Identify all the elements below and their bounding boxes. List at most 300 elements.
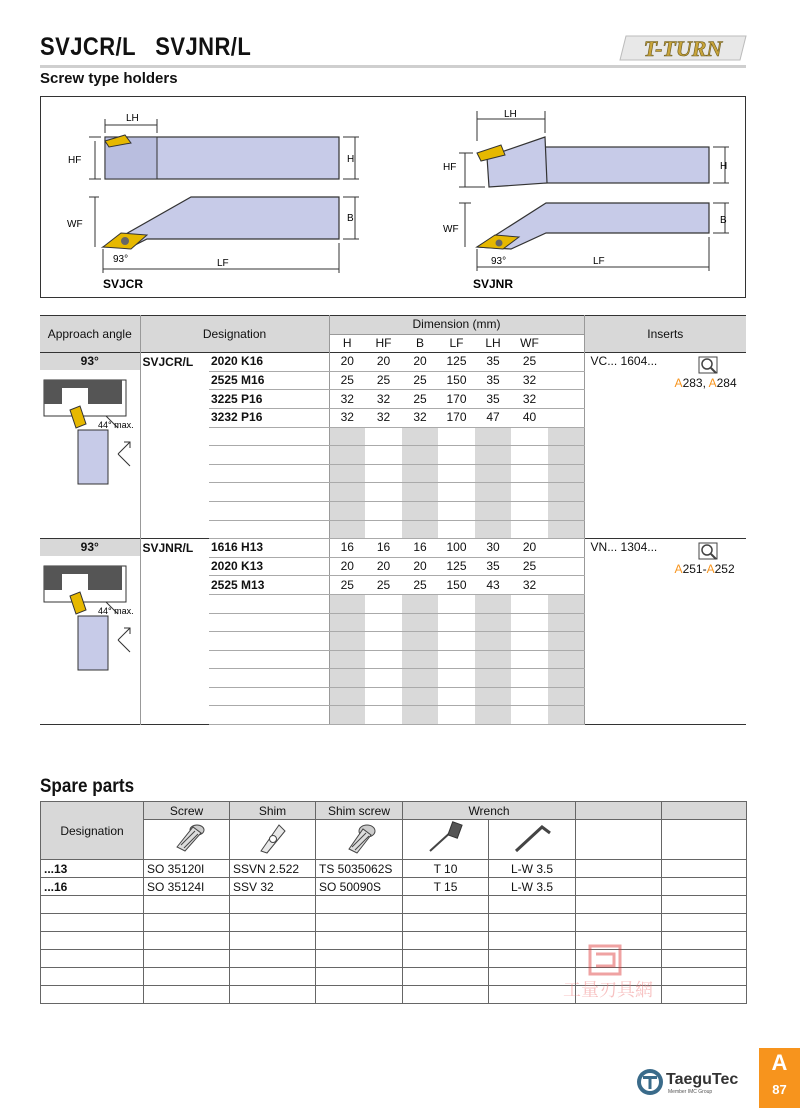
spare-cell xyxy=(230,950,316,968)
section-tab xyxy=(759,1048,800,1108)
dim-cell xyxy=(475,706,511,725)
dim-cell xyxy=(475,464,511,483)
screw-icon xyxy=(144,820,230,860)
spare-cell: SSVN 2.522 xyxy=(230,860,316,878)
dim-cell: 30 xyxy=(475,539,511,558)
designation-code xyxy=(209,520,329,539)
dim-cell xyxy=(511,594,548,613)
spare-cell xyxy=(41,932,144,950)
spare-cell xyxy=(230,932,316,950)
dim-col-wf: WF xyxy=(511,334,548,353)
spare-wrench-header: Wrench xyxy=(403,802,576,820)
dim-cell xyxy=(511,632,548,651)
inserts-cell xyxy=(584,353,746,539)
dim-cell: 35 xyxy=(475,390,511,409)
designation-prefix: SVJCR/L xyxy=(140,353,209,372)
table-row xyxy=(41,878,747,896)
table-row xyxy=(40,539,746,558)
dim-cell: 16 xyxy=(329,539,365,558)
spare-cell xyxy=(144,950,230,968)
dim-cell xyxy=(402,446,438,465)
dim-cell xyxy=(402,650,438,669)
dim-cell: 16 xyxy=(402,539,438,558)
spare-cell xyxy=(230,968,316,986)
spare-cell xyxy=(144,932,230,950)
dim-cell xyxy=(475,520,511,539)
dim-cell xyxy=(365,650,402,669)
dim-cell xyxy=(365,427,402,446)
dim-cell xyxy=(511,613,548,632)
dim-col-h: H xyxy=(329,334,365,353)
dim-cell xyxy=(511,669,548,688)
spare-cell xyxy=(230,914,316,932)
spare-cell xyxy=(662,860,747,878)
dim-cell: 32 xyxy=(329,408,365,427)
spare-cell xyxy=(41,968,144,986)
dim-cell xyxy=(548,557,584,576)
svg-text:LF: LF xyxy=(593,256,605,267)
designation-code xyxy=(209,446,329,465)
dim-cell: 170 xyxy=(438,390,475,409)
dim-cell: 20 xyxy=(365,557,402,576)
ref-part: , xyxy=(702,376,709,391)
dim-cell xyxy=(548,427,584,446)
approach-angle-header: Approach angle xyxy=(40,316,140,353)
dim-cell: 32 xyxy=(365,408,402,427)
svg-text:WF: WF xyxy=(67,219,83,230)
dim-cell xyxy=(548,408,584,427)
ref-part: 252 xyxy=(714,562,735,577)
spare-screw-header: Screw xyxy=(144,802,230,820)
insert-code: VN... 1304... xyxy=(590,540,658,555)
dim-cell xyxy=(402,520,438,539)
spare-cell xyxy=(316,914,403,932)
dim-cell: 16 xyxy=(365,539,402,558)
spare-cell xyxy=(576,896,662,914)
dim-cell xyxy=(402,706,438,725)
designation-code: 2020 K16 xyxy=(209,353,329,372)
spare-cell xyxy=(41,950,144,968)
ref-part: A xyxy=(708,376,717,391)
dim-cell xyxy=(475,669,511,688)
dim-cell: 32 xyxy=(511,576,548,595)
dim-cell: 20 xyxy=(365,353,402,372)
dim-cell xyxy=(438,669,475,688)
taegutec-brand xyxy=(636,1068,739,1101)
dim-cell xyxy=(511,427,548,446)
l-wrench-icon xyxy=(489,820,576,860)
svg-text:93°: 93° xyxy=(113,254,129,265)
svg-text:LH: LH xyxy=(504,109,517,120)
designation-code xyxy=(209,464,329,483)
dim-cell xyxy=(329,650,365,669)
dim-cell: 32 xyxy=(511,371,548,390)
ref-part: 283 xyxy=(682,376,703,391)
ref-part: 251 xyxy=(682,562,703,577)
spare-cell xyxy=(489,896,576,914)
spare-cell xyxy=(489,914,576,932)
dim-cell xyxy=(329,669,365,688)
dim-cell xyxy=(548,501,584,520)
dim-cell: 125 xyxy=(438,353,475,372)
t-turn-logo xyxy=(618,32,748,64)
spare-designation-header: Designation xyxy=(41,802,144,860)
dim-cell xyxy=(365,687,402,706)
dim-cell xyxy=(402,501,438,520)
spare-shim-screw-header: Shim screw xyxy=(316,802,403,820)
dim-cell xyxy=(329,594,365,613)
svg-text:HF: HF xyxy=(443,162,457,173)
spare-cell: SO 35120I xyxy=(144,860,230,878)
spare-cell xyxy=(576,914,662,932)
spare-cell xyxy=(316,968,403,986)
dim-cell: 25 xyxy=(511,557,548,576)
dim-cell: 25 xyxy=(402,576,438,595)
spare-cell xyxy=(403,968,489,986)
dim-cell xyxy=(475,632,511,651)
designation-prefix: SVJNR/L xyxy=(140,539,209,558)
brand-name: TaeguTec xyxy=(666,1071,739,1088)
approach-angle-value: 93° xyxy=(40,353,140,370)
dim-cell xyxy=(438,446,475,465)
designation-code xyxy=(209,706,329,725)
dim-cell xyxy=(438,520,475,539)
page-number: 87 xyxy=(772,1082,787,1097)
dim-cell xyxy=(438,706,475,725)
dim-cell xyxy=(438,687,475,706)
dim-cell: 20 xyxy=(511,539,548,558)
spare-cell xyxy=(230,986,316,1004)
dim-cell: 25 xyxy=(329,371,365,390)
dim-cell: 125 xyxy=(438,557,475,576)
designation-code: 1616 H13 xyxy=(209,539,329,558)
dim-cell xyxy=(365,464,402,483)
spare-cell: T 10 xyxy=(403,860,489,878)
spare-cell xyxy=(576,860,662,878)
spare-cell: ...13 xyxy=(41,860,144,878)
spare-cell: SSV 32 xyxy=(230,878,316,896)
dim-cell: 100 xyxy=(438,539,475,558)
designation-prefix xyxy=(140,632,209,651)
dim-cell xyxy=(548,687,584,706)
dim-cell xyxy=(475,446,511,465)
approach-diagram xyxy=(40,370,140,490)
dim-cell: 47 xyxy=(475,408,511,427)
dimension-header: Dimension (mm) xyxy=(329,316,584,335)
dim-cell xyxy=(329,501,365,520)
dim-cell xyxy=(511,446,548,465)
dim-cell xyxy=(548,446,584,465)
dim-col-hf: HF xyxy=(365,334,402,353)
designation-code xyxy=(209,632,329,651)
table-row xyxy=(41,896,747,914)
designation-code: 2525 M16 xyxy=(209,371,329,390)
holder-dimension-table xyxy=(40,315,746,725)
ref-part: A xyxy=(674,376,683,391)
dim-cell: 170 xyxy=(438,408,475,427)
dim-cell: 32 xyxy=(329,390,365,409)
spare-cell: SO 35124I xyxy=(144,878,230,896)
dim-cell: 25 xyxy=(402,390,438,409)
dim-cell: 150 xyxy=(438,576,475,595)
dim-cell xyxy=(365,706,402,725)
designation-prefix xyxy=(140,576,209,595)
dim-cell xyxy=(548,371,584,390)
dim-cell xyxy=(438,427,475,446)
dim-cell xyxy=(402,427,438,446)
spare-cell: SO 50090S xyxy=(316,878,403,896)
dim-col-lf: LF xyxy=(438,334,475,353)
dim-cell xyxy=(402,483,438,502)
page-reference xyxy=(675,375,737,392)
spare-cell xyxy=(41,896,144,914)
section-letter: A xyxy=(771,1050,788,1075)
dim-cell xyxy=(548,576,584,595)
designation-prefix xyxy=(140,687,209,706)
dim-col-b: B xyxy=(402,334,438,353)
dim-cell xyxy=(365,446,402,465)
spare-cell xyxy=(41,914,144,932)
insert-code: VC... 1604... xyxy=(590,354,658,369)
designation-code: 3232 P16 xyxy=(209,408,329,427)
dimension-diagram-box xyxy=(40,96,746,298)
ref-part: A xyxy=(706,562,715,577)
dim-cell xyxy=(475,687,511,706)
dim-col-lh: LH xyxy=(475,334,511,353)
dim-cell xyxy=(365,594,402,613)
dim-cell xyxy=(365,632,402,651)
ref-part: 284 xyxy=(716,376,737,391)
logo-text: T-TURN xyxy=(643,36,723,61)
dim-cell: 20 xyxy=(402,353,438,372)
dim-cell xyxy=(475,483,511,502)
designation-prefix xyxy=(140,650,209,669)
spare-shim-header: Shim xyxy=(230,802,316,820)
designation-prefix xyxy=(140,464,209,483)
dim-cell xyxy=(438,632,475,651)
spare-cell xyxy=(144,896,230,914)
spare-cell xyxy=(144,914,230,932)
spare-cell xyxy=(144,968,230,986)
dim-cell xyxy=(438,650,475,669)
designation-prefix xyxy=(140,483,209,502)
svjnr-label: SVJNR xyxy=(473,277,514,291)
dim-cell xyxy=(475,613,511,632)
svg-text:H: H xyxy=(720,161,728,172)
inserts-header: Inserts xyxy=(584,316,746,353)
designation-code xyxy=(209,427,329,446)
approach-angle-cell xyxy=(40,353,140,539)
spare-cell xyxy=(316,896,403,914)
designation-prefix xyxy=(140,371,209,390)
designation-prefix xyxy=(140,446,209,465)
designation-code xyxy=(209,483,329,502)
designation-code xyxy=(209,687,329,706)
designation-prefix xyxy=(140,501,209,520)
svg-text:工量刃具網: 工量刃具網 xyxy=(563,980,653,1001)
spare-cell xyxy=(403,986,489,1004)
spare-cell xyxy=(316,950,403,968)
designation-prefix xyxy=(140,520,209,539)
dim-cell: 35 xyxy=(475,557,511,576)
dim-cell: 20 xyxy=(329,353,365,372)
dim-cell xyxy=(438,501,475,520)
designation-code xyxy=(209,669,329,688)
dim-cell xyxy=(548,539,584,558)
dim-cell xyxy=(548,520,584,539)
dim-cell: 35 xyxy=(475,353,511,372)
page-subtitle: Screw type holders xyxy=(40,70,178,87)
spare-cell xyxy=(403,914,489,932)
designation-prefix xyxy=(140,557,209,576)
dim-cell xyxy=(402,669,438,688)
dim-cell xyxy=(438,613,475,632)
svg-text:HF: HF xyxy=(68,155,82,166)
dim-cell xyxy=(365,520,402,539)
spare-cell xyxy=(230,896,316,914)
svjnr-top-view xyxy=(443,109,729,187)
dim-cell xyxy=(402,632,438,651)
designation-code xyxy=(209,613,329,632)
dim-cell: 35 xyxy=(475,371,511,390)
dim-cell xyxy=(548,669,584,688)
dim-cell xyxy=(548,632,584,651)
dim-cell xyxy=(475,650,511,669)
spare-cell xyxy=(41,986,144,1004)
designation-prefix xyxy=(140,427,209,446)
dim-cell xyxy=(365,483,402,502)
ref-part: A xyxy=(674,562,683,577)
table-group-svjnr xyxy=(40,539,746,725)
table-row xyxy=(41,914,747,932)
dim-cell: 32 xyxy=(402,408,438,427)
spare-cell: T 15 xyxy=(403,878,489,896)
dim-cell xyxy=(475,427,511,446)
approach-diagram xyxy=(40,556,140,676)
svg-text:B: B xyxy=(720,215,727,226)
spare-cell: L-W 3.5 xyxy=(489,860,576,878)
dim-cell: 25 xyxy=(329,576,365,595)
spare-cell xyxy=(662,914,747,932)
dim-cell xyxy=(329,687,365,706)
dim-cell xyxy=(329,427,365,446)
spare-cell xyxy=(403,950,489,968)
dim-cell: 25 xyxy=(402,371,438,390)
approach-angle-cell xyxy=(40,539,140,725)
dim-cell: 40 xyxy=(511,408,548,427)
dim-cell xyxy=(511,520,548,539)
dim-cell xyxy=(329,632,365,651)
dim-cell xyxy=(329,446,365,465)
dim-cell xyxy=(548,613,584,632)
dim-cell xyxy=(548,483,584,502)
dim-cell xyxy=(548,464,584,483)
holder-dimension-drawings xyxy=(41,97,747,299)
designation-prefix xyxy=(140,706,209,725)
spare-cell xyxy=(403,896,489,914)
designation-prefix xyxy=(140,390,209,409)
spare-cell xyxy=(144,986,230,1004)
dim-cell: 32 xyxy=(511,390,548,409)
dim-cell xyxy=(475,594,511,613)
spare-cell: TS 5035062S xyxy=(316,860,403,878)
dim-cell: 25 xyxy=(511,353,548,372)
dim-cell xyxy=(548,594,584,613)
spare-cell xyxy=(403,932,489,950)
svjcr-top-view xyxy=(68,113,359,179)
approach-angle-value: 93° xyxy=(40,539,140,556)
dim-cell: 150 xyxy=(438,371,475,390)
shim-screw-icon xyxy=(316,820,403,860)
svg-text:WF: WF xyxy=(443,224,459,235)
designation-prefix xyxy=(140,408,209,427)
designation-header: Designation xyxy=(140,316,329,353)
spare-cell xyxy=(662,896,747,914)
dim-cell xyxy=(438,594,475,613)
dim-cell xyxy=(548,706,584,725)
dim-cell xyxy=(511,501,548,520)
designation-code: 2020 K13 xyxy=(209,557,329,576)
dim-cell xyxy=(511,464,548,483)
dim-cell xyxy=(511,687,548,706)
dim-cell: 43 xyxy=(475,576,511,595)
watermark xyxy=(538,944,678,1016)
dim-cell xyxy=(329,520,365,539)
dim-cell xyxy=(402,613,438,632)
dim-cell xyxy=(511,650,548,669)
spare-cell xyxy=(316,932,403,950)
max-angle-label: 44° max. xyxy=(98,420,134,431)
dim-cell xyxy=(548,650,584,669)
dim-cell: 25 xyxy=(365,371,402,390)
page-title: SVJCR/L SVJNR/L xyxy=(40,33,252,61)
dim-cell xyxy=(511,483,548,502)
designation-prefix xyxy=(140,669,209,688)
dim-cell xyxy=(329,464,365,483)
table-group-svjcr xyxy=(40,353,746,539)
svg-text:H: H xyxy=(347,154,355,165)
table-row xyxy=(41,860,747,878)
taegutec-logo-icon xyxy=(636,1068,664,1096)
dim-cell: 20 xyxy=(329,557,365,576)
dim-cell xyxy=(438,483,475,502)
dim-cell xyxy=(329,706,365,725)
spare-cell: ...16 xyxy=(41,878,144,896)
spare-cell xyxy=(662,878,747,896)
table-row xyxy=(40,353,746,372)
shim-icon xyxy=(230,820,316,860)
designation-code: 2525 M13 xyxy=(209,576,329,595)
dim-cell xyxy=(511,706,548,725)
designation-prefix xyxy=(140,613,209,632)
dim-cell xyxy=(548,390,584,409)
page-reference xyxy=(675,561,735,578)
dim-cell xyxy=(475,501,511,520)
dim-cell xyxy=(402,687,438,706)
dim-cell xyxy=(548,353,584,372)
dim-cell xyxy=(329,613,365,632)
dim-cell xyxy=(402,464,438,483)
svg-text:B: B xyxy=(347,213,354,224)
designation-code xyxy=(209,594,329,613)
spare-parts-title: Spare parts xyxy=(40,776,135,797)
designation-code xyxy=(209,501,329,520)
spare-cell xyxy=(316,986,403,1004)
dim-cell: 32 xyxy=(365,390,402,409)
dim-cell xyxy=(365,613,402,632)
torx-wrench-icon xyxy=(403,820,489,860)
max-angle-label: 44° max. xyxy=(98,606,134,617)
